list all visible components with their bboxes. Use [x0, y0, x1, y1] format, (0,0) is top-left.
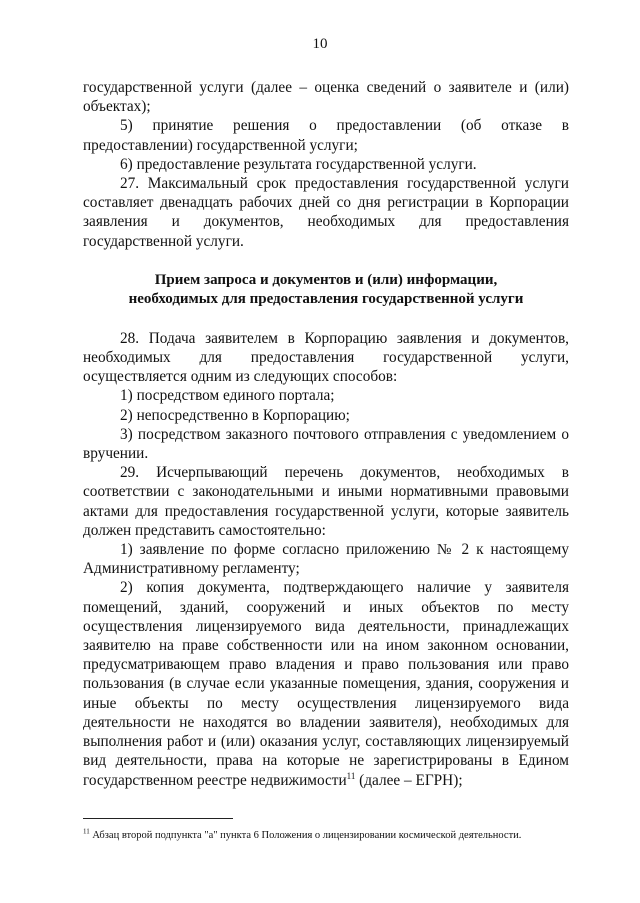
paragraph: 2) непосредственно в Корпорацию; [120, 406, 350, 424]
paragraph: 28. Подача заявителем в Корпорацию заявления и документов, необходимых для предоставления государственной услуги, осуществляется одним из следующих способов: [83, 329, 569, 386]
footnote-reference[interactable]: 11 [346, 770, 356, 781]
paragraph-with-footnote [83, 578, 569, 789]
section-heading-line-1: Прием запроса и документов и (или) информации, [154, 271, 498, 288]
paragraph: 6) предоставление результата государственной услуги. [120, 155, 477, 173]
section-heading-line-2: необходимых для предоставления государственной услуги [128, 290, 524, 307]
footnote-mark: 11 [83, 827, 90, 836]
page-number: 10 [312, 36, 328, 52]
paragraph: 29. Исчерпывающий перечень документов, необходимых в соответствии с законодательными и иными нормативными правовыми актами для предоставления государственной услуги, которые заявитель должен представить самостоятельно: [83, 464, 569, 539]
paragraph: государственной услуги (далее – оценка сведений о заявителе и (или) объектах); [83, 79, 569, 116]
paragraph: 5) принятие решения о предоставлении (об отказе в предоставлении) государственной услуги; [83, 117, 569, 154]
document-body [83, 78, 569, 790]
paragraph: 3) посредством заказного почтового отправления с уведомлением о вручении. [83, 425, 569, 463]
paragraph: 1) заявление по форме согласно приложению № 2 к настоящему Административному регламенту; [83, 541, 569, 578]
paragraph-tail: (далее – ЕГРН); [355, 771, 463, 789]
paragraph: 1) посредством единого портала; [120, 387, 335, 405]
footnote [83, 829, 569, 842]
footnote-text: Абзац второй подпункта "а" пункта 6 Положения о лицензировании космической деятельности. [89, 830, 522, 841]
paragraph-text: 2) копия документа, подтверждающего наличие у заявителя помещений, зданий, сооружений и иных объектов по месту осуществления лицензируемого вида деятельности, принадлежащих заявителю на праве собственности или на ином законном основании, предусматривающем право владения и право пользования или право пользования (в случае если указанные помещения, здания, сооружения и иные объекты по месту осуществления лицензируемого вида деятельности не находятся во владении заявителя), необходимых для выполнения работ и (или) оказания услуг, составляющих лицензируемый вид деятельности, права на которые не зарегистрированы в Едином государственном реестре недвижимости [83, 579, 569, 789]
paragraph: 27. Максимальный срок предоставления государственной услуги составляет двенадцать рабочих дней со дня регистрации в Корпорации заявления и документов, необходимых для предоставления государственной услуги. [83, 175, 569, 250]
footnote-divider [83, 818, 233, 819]
